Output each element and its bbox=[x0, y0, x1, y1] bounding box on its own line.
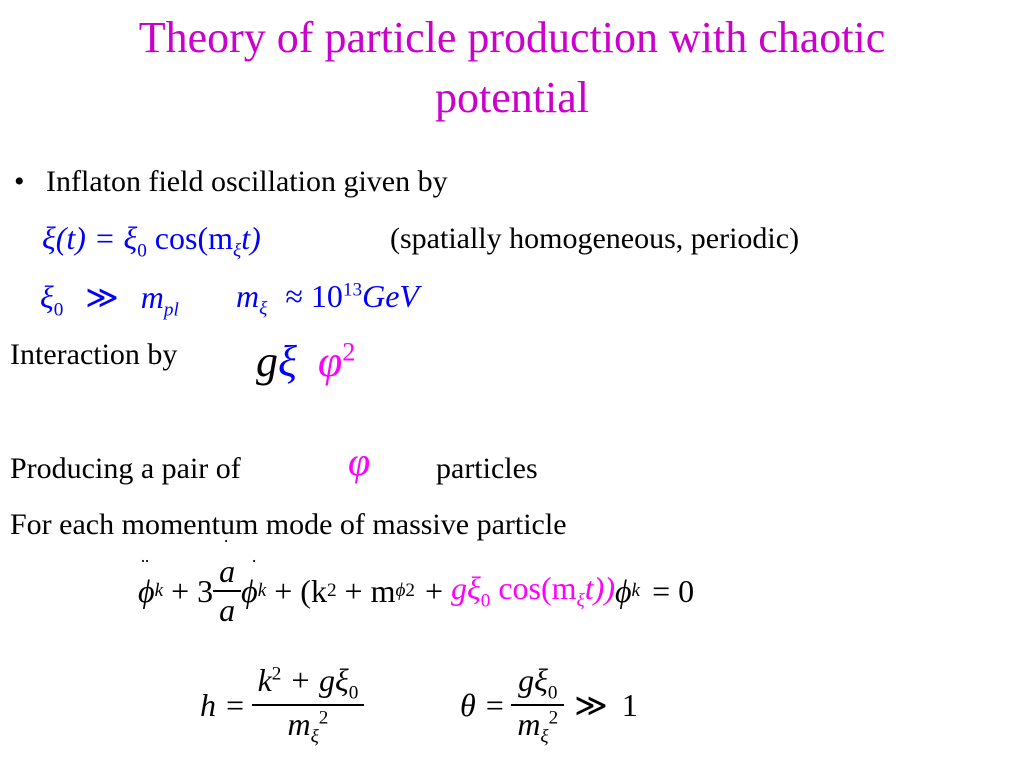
eom-sq2: 2 bbox=[405, 580, 415, 601]
eom-t: t)) bbox=[584, 569, 615, 606]
eom-subxi: ξ bbox=[576, 590, 585, 612]
theta-lhs: θ = bbox=[460, 686, 506, 723]
h-den-subxi: ξ bbox=[310, 726, 319, 748]
eq1-lhs: ξ(t) = ξ bbox=[42, 220, 138, 256]
theta-rel: ≫ bbox=[574, 687, 608, 723]
theta-den-sq: 2 bbox=[548, 707, 559, 729]
h-num-sq: 2 bbox=[271, 662, 282, 684]
interaction-phi: φ bbox=[317, 337, 343, 386]
mode-equation bbox=[138, 546, 694, 636]
eom-k1: k bbox=[154, 580, 164, 601]
eq1-subxi: ξ bbox=[233, 240, 242, 262]
amplitude-relation bbox=[40, 278, 179, 321]
interaction-xi: ξ bbox=[278, 337, 297, 386]
producing-suffix: particles bbox=[436, 452, 538, 485]
bullet-line bbox=[14, 165, 448, 199]
h-num-k: k bbox=[257, 661, 272, 698]
eom-plus: + bbox=[425, 572, 444, 609]
eom-phi: ϕ bbox=[138, 572, 155, 609]
theta-definition bbox=[460, 650, 638, 760]
eq1-cos: cos(m bbox=[154, 220, 233, 256]
h-fraction bbox=[252, 662, 365, 749]
mass-scale bbox=[236, 278, 419, 320]
eom-plus3: + 3 bbox=[171, 572, 214, 609]
eom-subphi: ϕ bbox=[395, 580, 406, 601]
eq2-subpl: pl bbox=[163, 299, 179, 321]
oscillation-note: (spatially homogeneous, periodic) bbox=[390, 222, 800, 255]
title-line-1: Theory of particle production with chaotic bbox=[138, 13, 886, 62]
producing-label: Producing a pair of bbox=[10, 452, 241, 485]
theta-den-m: m bbox=[517, 706, 541, 742]
theta-num-sub0: 0 bbox=[547, 682, 558, 703]
interaction-exp: 2 bbox=[342, 336, 356, 367]
eom-cos: cos(m bbox=[498, 569, 577, 606]
theta-one: 1 bbox=[621, 686, 638, 723]
bullet-text: Inflaton field oscillation given by bbox=[46, 165, 448, 198]
slide-title bbox=[0, 8, 1024, 128]
eom-phi2: ϕ bbox=[241, 572, 258, 609]
eom-plus-m: + m bbox=[344, 572, 396, 609]
producing-phi: φ bbox=[348, 439, 371, 484]
theta-den-subxi: ξ bbox=[540, 726, 549, 748]
eom-a-num: a bbox=[219, 553, 236, 589]
eq1-sub0: 0 bbox=[137, 240, 147, 262]
momentum-text: For each momentum mode of massive particle bbox=[10, 508, 567, 541]
hubble-fraction bbox=[213, 553, 241, 629]
h-definition bbox=[200, 650, 364, 760]
h-num-sub0: 0 bbox=[348, 682, 359, 703]
eq2-m: m bbox=[140, 279, 164, 315]
oscillation-equation bbox=[42, 220, 261, 262]
eom-k2: k bbox=[257, 580, 267, 601]
eq2-exp: 13 bbox=[342, 279, 363, 301]
h-lhs: h = bbox=[200, 686, 246, 723]
bullet-marker: • bbox=[14, 165, 25, 198]
eom-eq0: = 0 bbox=[652, 572, 695, 609]
h-den-m: m bbox=[287, 706, 311, 742]
eom-sub0: 0 bbox=[480, 590, 491, 612]
eom-sq1: 2 bbox=[326, 580, 337, 601]
theta-fraction bbox=[511, 662, 564, 749]
eom-k3: k bbox=[631, 580, 641, 601]
eom-coupling-term bbox=[451, 570, 615, 612]
theta-num: gξ bbox=[518, 661, 548, 698]
eq2-xi: ξ bbox=[40, 279, 54, 315]
eq1-end: t) bbox=[241, 220, 261, 256]
eom-phi3: ϕ bbox=[614, 572, 632, 609]
h-num-rest: + gξ bbox=[289, 661, 349, 698]
eq2-m2: m bbox=[236, 278, 260, 314]
title-line-2: potential bbox=[435, 73, 589, 122]
h-den-sq: 2 bbox=[318, 707, 329, 729]
eom-coupling: gξ bbox=[451, 569, 481, 606]
eq2-subxi: ξ bbox=[259, 298, 268, 320]
interaction-g: g bbox=[256, 337, 278, 386]
eom-a-den: a bbox=[219, 592, 236, 628]
eq2-unit: GeV bbox=[362, 278, 419, 314]
eom-plus-paren: + (k bbox=[274, 572, 327, 609]
eq2-approx: ≈ 10 bbox=[285, 278, 343, 314]
eq2-rel: ≫ bbox=[85, 279, 119, 315]
interaction-label: Interaction by bbox=[10, 338, 178, 371]
interaction-term bbox=[256, 336, 355, 387]
eq2-sub0: 0 bbox=[53, 299, 64, 321]
